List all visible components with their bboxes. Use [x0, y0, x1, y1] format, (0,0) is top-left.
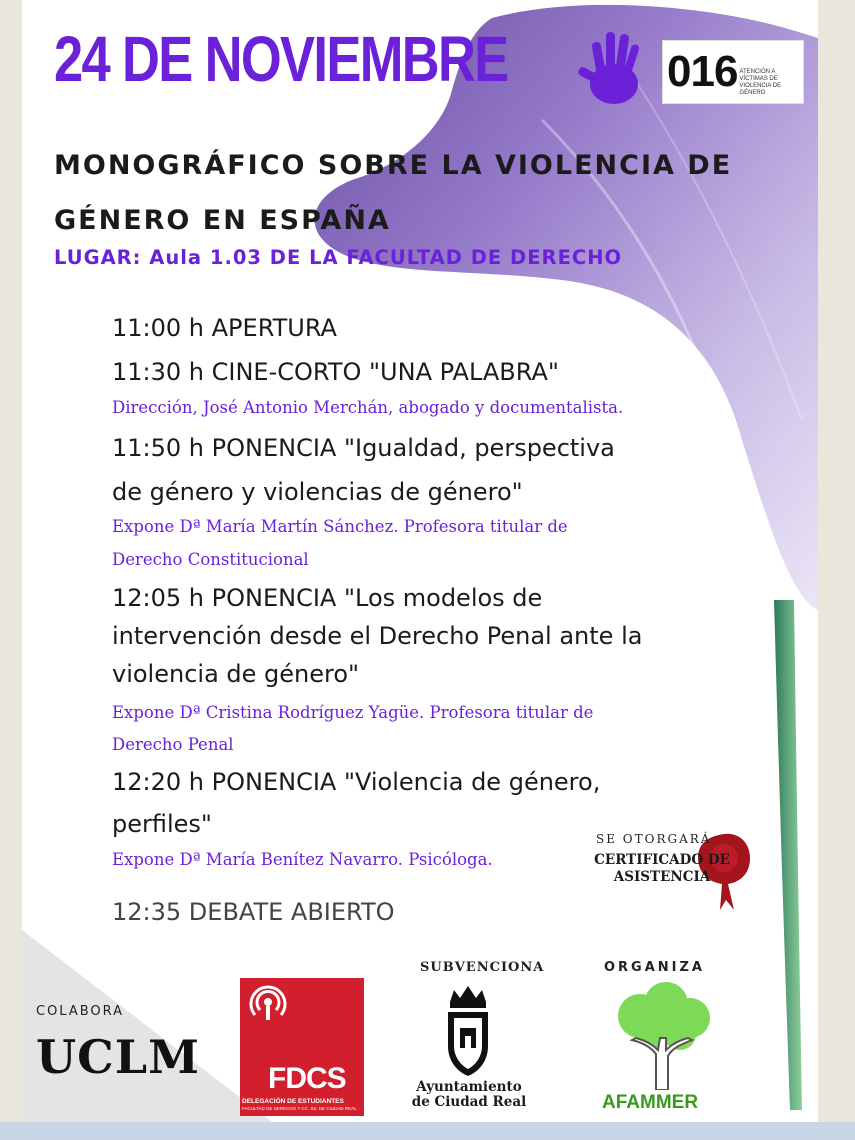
hotline-caption: ATENCIÓN A VÍCTIMAS DE VIOLENCIA DE GÉNERO	[739, 68, 782, 97]
fdcs-name: FDCS	[268, 1062, 346, 1095]
fdcs-logo	[240, 978, 364, 1116]
uclm-logo: UCLM	[36, 1030, 200, 1084]
program-item-opening: 11:00 h APERTURA	[112, 314, 337, 342]
certificate-text	[582, 852, 742, 886]
organiza-label: ORGANIZA	[604, 960, 705, 975]
purple-hand-icon	[574, 26, 650, 112]
fdcs-line-2: FACULTAD DE DERECHO Y CC. SS. DE CIUDAD REAL	[242, 1106, 357, 1111]
event-poster	[22, 0, 818, 1122]
fdcs-speaker-icon	[248, 984, 288, 1024]
program-item-debate: 12:35 DEBATE ABIERTO	[112, 898, 395, 926]
afammer-logo-text: AFAMMER	[602, 1092, 699, 1113]
program-item-talk-2-cont: intervención desde el Derecho Penal ante la	[112, 622, 643, 650]
subtitle-line-2: GÉNERO EN ESPAÑA	[54, 205, 391, 236]
program-item-short-film-detail: Dirección, José Antonio Merchán, abogado y documentalista.	[112, 398, 624, 417]
ayuntamiento-line-2: de Ciudad Real	[411, 1094, 527, 1110]
event-location: LUGAR: Aula 1.03 DE LA FACULTAD DE DERECHO	[54, 246, 623, 269]
certificate-line-1: CERTIFICADO DE	[594, 852, 730, 868]
subtitle-line-1: MONOGRÁFICO SOBRE LA VIOLENCIA DE	[54, 150, 733, 181]
event-subtitle	[54, 138, 804, 248]
program-item-talk-1-detail: Expone Dª María Martín Sánchez. Profesora titular de	[112, 517, 568, 536]
program-item-talk-2-cont-2: violencia de género"	[112, 660, 360, 688]
program-item-talk-2-detail-2: Derecho Penal	[112, 735, 234, 754]
ayuntamiento-logo-text	[402, 1080, 536, 1110]
fdcs-line-1: DELEGACIÓN DE ESTUDIANTES	[242, 1098, 344, 1105]
program-item-talk-1-detail-2: Derecho Constitucional	[112, 550, 309, 569]
program-item-talk-3: 12:20 h PONENCIA "Violencia de género,	[112, 768, 601, 796]
certificate-label: SE OTORGARÁ	[596, 832, 712, 846]
program-item-talk-2-detail: Expone Dª Cristina Rodríguez Yagüe. Profesora titular de	[112, 703, 594, 722]
program-item-talk-2: 12:05 h PONENCIA "Los modelos de	[112, 584, 543, 612]
ayuntamiento-line-1: Ayuntamiento	[416, 1079, 522, 1095]
program-item-talk-1: 11:50 h PONENCIA "Igualdad, perspectiva	[112, 434, 615, 462]
city-crest-icon	[440, 984, 496, 1080]
program-item-talk-1-cont: de género y violencias de género"	[112, 478, 523, 506]
viewer-bottom-bar	[0, 1122, 855, 1140]
subvenciona-label: SUBVENCIONA	[420, 960, 545, 975]
hotline-number: 016	[667, 47, 738, 96]
program-item-talk-3-cont: perfiles"	[112, 810, 212, 838]
hotline-016-logo	[662, 40, 804, 104]
colabora-label: COLABORA	[36, 1004, 125, 1019]
program-item-talk-3-detail: Expone Dª María Benítez Navarro. Psicóloga.	[112, 850, 493, 869]
event-date-title: 24 DE NOVIEMBRE	[54, 23, 508, 95]
certificate-line-2: ASISTENCIA	[613, 869, 711, 885]
program-item-short-film: 11:30 h CINE-CORTO "UNA PALABRA"	[112, 358, 559, 386]
afammer-tree-icon	[610, 982, 714, 1090]
